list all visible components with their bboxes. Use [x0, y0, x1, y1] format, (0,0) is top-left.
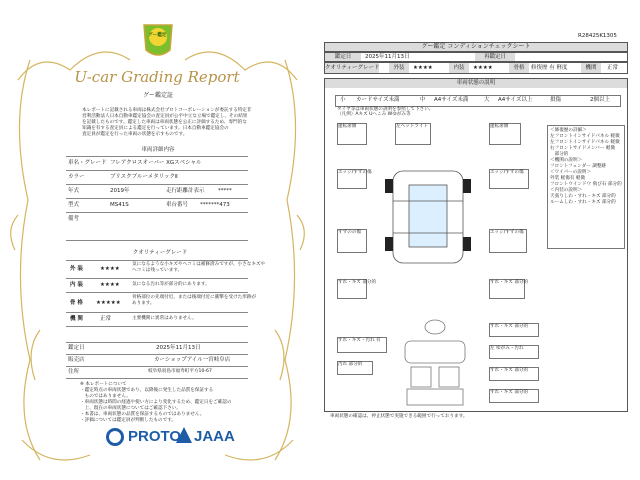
note-line: ・本書は、車両状態の品質を保証するものではありません。	[80, 412, 205, 417]
intro-line: 営利活動法人日本自動車鑑定協会の査定員が公平中立な立場で鑑定し、その結果	[82, 114, 248, 119]
intro-line: 査定員が鑑定を行った車両の状態を示すものです。	[82, 132, 188, 137]
panel-label: すれ・キズ 部分的	[490, 280, 529, 285]
panel-box	[337, 361, 373, 375]
grade-cat: 外装	[389, 63, 409, 73]
panel-label: 汚れ 部分的	[338, 362, 363, 367]
side-note: 左フロントインサイドパネル 軽微	[550, 140, 620, 145]
quality-stars: 正常	[100, 316, 112, 322]
grade-label: クオリティーグレード	[325, 65, 380, 71]
row-value: *****	[218, 188, 232, 194]
grade-cat: 骨格	[509, 63, 529, 73]
quality-table	[66, 260, 266, 332]
desc-heading: 車両状態の説明	[325, 79, 627, 88]
row-value: *******473	[200, 202, 230, 208]
panel-label: 左ヘッドライト	[396, 124, 429, 129]
side-note: 天張りしわ・すれ・キズ 部分的	[550, 194, 616, 199]
size-large: 大	[484, 97, 490, 103]
proto-logo-icon	[106, 428, 124, 446]
repair-details	[547, 125, 625, 249]
row-label: 走行距離計表示	[166, 188, 205, 194]
date-label: 鑑定日	[68, 345, 85, 351]
vehicle-table	[66, 156, 248, 241]
panel-label: すれ・キズ 部分的	[490, 390, 529, 395]
panel-label: エッジ/すずの傷	[490, 170, 524, 175]
panel-box	[395, 123, 431, 145]
address-value: 岐阜県羽島市福寿町平方10-67	[148, 369, 212, 374]
side-note: 右フロントサイドメンバー 軽微	[550, 146, 616, 151]
jaaa-logo-text: JAAA	[194, 428, 235, 445]
row-label: 型式	[68, 202, 80, 208]
quality-label: 内 装	[70, 282, 83, 288]
row-label: 年式	[68, 188, 80, 194]
panel-box	[337, 337, 387, 353]
size-small: 小	[340, 97, 346, 103]
grading-certificate	[0, 0, 315, 480]
note-line: ※ 本レポートについて	[80, 382, 127, 387]
legend-line: タイヤ等は車両状態の説明を参照して下さい。	[337, 107, 434, 112]
panel-label: すずのの傷	[338, 230, 362, 235]
car-interior-view-icon	[385, 315, 485, 409]
certificate-title: U-car Grading Report	[74, 68, 240, 86]
panel-label: エッジ/すずの傷	[338, 170, 372, 175]
size-mid: 中	[420, 97, 426, 103]
quality-heading: クオリティーグレード	[132, 250, 188, 256]
panel-label: すれ・キズ 部分的	[338, 280, 377, 285]
note-line: ものではありません。	[80, 394, 131, 399]
sheet-title: グー鑑定 コンディションチェックシート	[421, 43, 531, 50]
panel-box	[337, 169, 372, 189]
certificate-id: R28425K1305	[578, 33, 617, 39]
quality-stars: ★★★★	[100, 266, 120, 272]
row-value: MS41S	[110, 202, 129, 208]
car-top-view-icon	[369, 153, 487, 273]
panel-box	[337, 279, 377, 299]
row-label: 車名・グレード	[68, 160, 107, 166]
side-note: 外装 軽傷有 軽微	[550, 176, 586, 181]
row-label: 車台番号	[166, 202, 189, 208]
panel-label: 運転席側	[490, 124, 509, 129]
panel-label: すれ・キズ 部分的	[490, 368, 529, 373]
panel-label: エッジ/すずの傷	[490, 230, 524, 235]
panel-label: すれ・キズ 部分的	[490, 324, 529, 329]
panel-box	[489, 279, 529, 299]
cert-heading: グー鑑定証	[142, 92, 173, 99]
grade-row	[324, 62, 628, 74]
panel-box	[489, 323, 539, 337]
date-value: 2025年11月13日	[365, 54, 410, 60]
row-label: 備考	[68, 216, 80, 222]
notes	[80, 382, 231, 424]
grade-value: 正常	[607, 65, 619, 71]
row-value: 2019年	[110, 188, 130, 194]
side-note: ＜機関の説明＞	[550, 158, 583, 163]
side-note: ＜ワイパーの説明＞	[550, 170, 592, 175]
row-value: ブリスクブルーメタリックⅡ	[110, 174, 178, 180]
jaaa-logo-icon	[176, 427, 192, 443]
side-note: フロントウインドウ 飛び石 部分的	[550, 182, 622, 187]
address-label: 住所	[68, 369, 80, 375]
panel-box	[489, 169, 529, 189]
side-note: 左フロントインサイドパネル 軽微	[550, 134, 620, 139]
panel-box	[489, 123, 521, 145]
note-line: ・鑑定時点の車両状態であり、以降後に発生した品質を保証する	[80, 388, 214, 393]
legend-line: （凡例）Aキズ Uへこみ Wゆがみ等	[337, 112, 411, 117]
shop-label: 販売店	[68, 357, 85, 363]
shop-value: カーショップアイル一宮岐阜店	[154, 357, 231, 363]
quality-label: 外 装	[70, 266, 83, 272]
grade-cat: 内装	[449, 63, 469, 73]
row-label: カラー	[68, 174, 85, 180]
quality-desc: 主要機関に異常はありません。	[132, 316, 197, 321]
panel-label: 左 ゆがみ・汚れ	[490, 346, 524, 351]
panel-box	[489, 229, 527, 253]
vehicle-heading: 車両詳細内容	[141, 147, 175, 153]
footer-note: 車両状態の確認は、停止状態で実施できる範囲で行っております。	[330, 414, 468, 419]
side-note: フロントフェンダー 調整跡	[550, 164, 607, 169]
grade-value: ★★★★	[473, 65, 493, 71]
size-mid-desc: A4サイズ未満	[434, 97, 469, 103]
date-value: 2025年11月13日	[156, 345, 201, 351]
side-note: ルームしわ・すれ・キズ 部分的	[550, 200, 616, 205]
grade-value: ★★★★	[413, 65, 433, 71]
intro-line: 知識を有する査定員による鑑定を行っています。日本自動車鑑定協会の	[82, 126, 229, 131]
side-note: ＜内装の説明＞	[550, 188, 583, 193]
panel-box	[489, 345, 539, 359]
quality-desc: 気になるような小キズやヘコミは補修済みですが、小さなキズや ヘコミは残っています。	[132, 262, 266, 273]
quality-stars: ★★★★★	[96, 300, 121, 306]
note-line: 上、現在の車両状態についてはご確認下さい。	[80, 406, 181, 411]
panel-label: すれ・キズ・汚れ 有	[338, 338, 381, 343]
description-panel	[324, 78, 628, 412]
quality-label: 骨 格	[70, 300, 83, 306]
panel-box	[489, 367, 539, 381]
note-line: ・評価については鑑定員が判断したものです。	[80, 418, 177, 423]
note-line: ・車両状態は時間の経過や使い方により変化するため、鑑定日をご確認の	[80, 400, 232, 405]
damage-label: 損傷	[550, 97, 562, 103]
sheet-title-bar	[324, 42, 628, 52]
size-large-desc: A4サイズ以上	[498, 97, 533, 103]
size-small-desc: カードサイズ未満	[356, 97, 400, 103]
side-note: ＜修復歴の詳細＞	[550, 128, 587, 133]
side-note: 部分的	[550, 152, 569, 157]
panel-box	[337, 123, 367, 145]
quality-stars: ★★★★	[100, 282, 120, 288]
panel-label: 運転席側	[338, 124, 357, 129]
damage-value: 2個以上	[590, 97, 610, 103]
quality-desc: 骨格部位の先端付近、または後端付近に衝撃を受けた形跡が あります。	[132, 295, 257, 306]
logo-text: グー鑑定	[148, 33, 167, 38]
date-label: 鑑定日	[325, 53, 361, 61]
quality-desc: 気になる汚れ等が部分的にあります。	[132, 282, 210, 287]
panel-box	[489, 389, 539, 403]
quality-label: 機 関	[70, 316, 83, 322]
condition-check-sheet	[320, 0, 640, 480]
rejudge-label: 再鑑定日	[475, 53, 515, 61]
grade-value: 修復歴 有 軽度	[531, 65, 568, 71]
grade-cat: 機関	[581, 63, 601, 73]
shop-table	[66, 342, 248, 378]
size-row	[335, 95, 621, 107]
panel-box	[337, 229, 367, 253]
date-row	[324, 52, 628, 62]
proto-logo-text: PROTO	[128, 428, 182, 445]
intro-paragraph	[82, 108, 252, 138]
intro-line: を記載したものです。鑑定した車両は車両状態を公正に評価するため、専門的な	[82, 120, 247, 125]
row-value: フレアクロスオーバー XGスペシャル	[110, 160, 202, 166]
intro-line: 本レポートに記載される車両は株式会社プロトコーポレーションが委託する特定非	[82, 108, 252, 113]
